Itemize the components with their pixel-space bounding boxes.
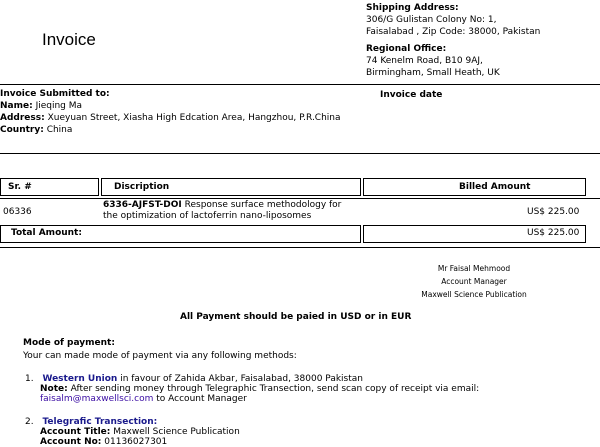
name-label: Name: [0, 101, 33, 111]
signature-role: Account Manager [441, 277, 507, 286]
method-1-number: 1. [25, 374, 34, 384]
row-amount: US$ 225.00 [527, 207, 580, 217]
regional-office-line2: Birmingham, Small Heath, UK [366, 68, 500, 78]
table-header-description [101, 178, 361, 196]
shipping-address-label: Shipping Address: [366, 3, 459, 13]
signature-name: Mr Faisal Mehmood [437, 264, 511, 273]
total-label-cell [0, 225, 361, 243]
row-sr: 06336 [3, 207, 32, 217]
country-value: China [46, 125, 73, 135]
row-description [103, 200, 341, 222]
description-header-label: Discription [114, 182, 170, 192]
method-1-email-suffix: to Account Manager [156, 394, 247, 404]
total-amount-value: US$ 225.00 [527, 228, 580, 238]
submitted-heading: Invoice Submitted to: [0, 89, 110, 99]
payment-notice: All Payment should be paied in USD or in EUR [180, 312, 412, 322]
table-header-sr [0, 178, 99, 196]
sr-header-label: Sr. # [8, 182, 32, 192]
shipping-address [366, 2, 540, 38]
shipping-address-line1: 306/G Gulistan Colony No: 1, [366, 15, 497, 25]
method-2-number: 2. [25, 417, 34, 427]
email-link[interactable]: faisalm@maxwellsci.com [40, 394, 154, 404]
account-no-label: Account No: [40, 437, 102, 447]
method-1-text: in favour of Zahida Akbar, Faisalabad, 38000 Pakistan [120, 374, 363, 384]
regional-office [366, 43, 500, 79]
payment-method-telegraphic [25, 417, 240, 447]
amount-header-label: Billed Amount [459, 182, 531, 192]
payment-method-western-union [25, 374, 479, 404]
method-1-note-label: Note: [40, 384, 68, 394]
signature-block [408, 262, 540, 301]
invoice-submitted-to [0, 88, 341, 136]
row-desc-line2: the optimization of lactoferrin nano-liposomes [103, 211, 312, 221]
regional-office-label: Regional Office: [366, 44, 447, 54]
total-amount-label: Total Amount: [11, 228, 82, 238]
invoice-date-label: Invoice date [380, 90, 443, 100]
method-1-note-text: After sending money through Telegraphic Transection, send scan copy of receipt via email: [70, 384, 480, 394]
table-header-amount [363, 178, 586, 196]
table-bottom-divider [0, 247, 600, 248]
table-row-top-border [0, 198, 600, 199]
header-divider [0, 84, 600, 85]
country-label: Country: [0, 125, 44, 135]
row-code: 6336-AJFST-DOI [103, 200, 182, 210]
signature-org: Maxwell Science Publication [421, 290, 527, 299]
address-value: Xueyuan Street, Xiasha High Edcation Area, Hangzhou, P.R.China [47, 113, 341, 123]
page-title: Invoice [42, 30, 96, 49]
row-desc-line1: Response surface methodology for [184, 200, 342, 210]
method-1-title: Western Union [42, 374, 118, 384]
submitted-divider [0, 153, 600, 154]
mode-of-payment-heading: Mode of payment: [23, 338, 115, 348]
account-no-value: 01136027301 [104, 437, 168, 447]
mode-of-payment-intro: Your can made mode of payment via any following methods: [23, 351, 297, 361]
account-title-label: Account Title: [40, 427, 111, 437]
total-value-cell [363, 225, 586, 243]
name-value: Jieqing Ma [35, 101, 83, 111]
shipping-address-line2: Faisalabad , Zip Code: 38000, Pakistan [366, 27, 541, 37]
method-2-title: Telegrafic Transection: [42, 417, 158, 427]
address-label: Address: [0, 113, 45, 123]
regional-office-line1: 74 Kenelm Road, B10 9AJ, [366, 56, 483, 66]
account-title-value: Maxwell Science Publication [113, 427, 240, 437]
